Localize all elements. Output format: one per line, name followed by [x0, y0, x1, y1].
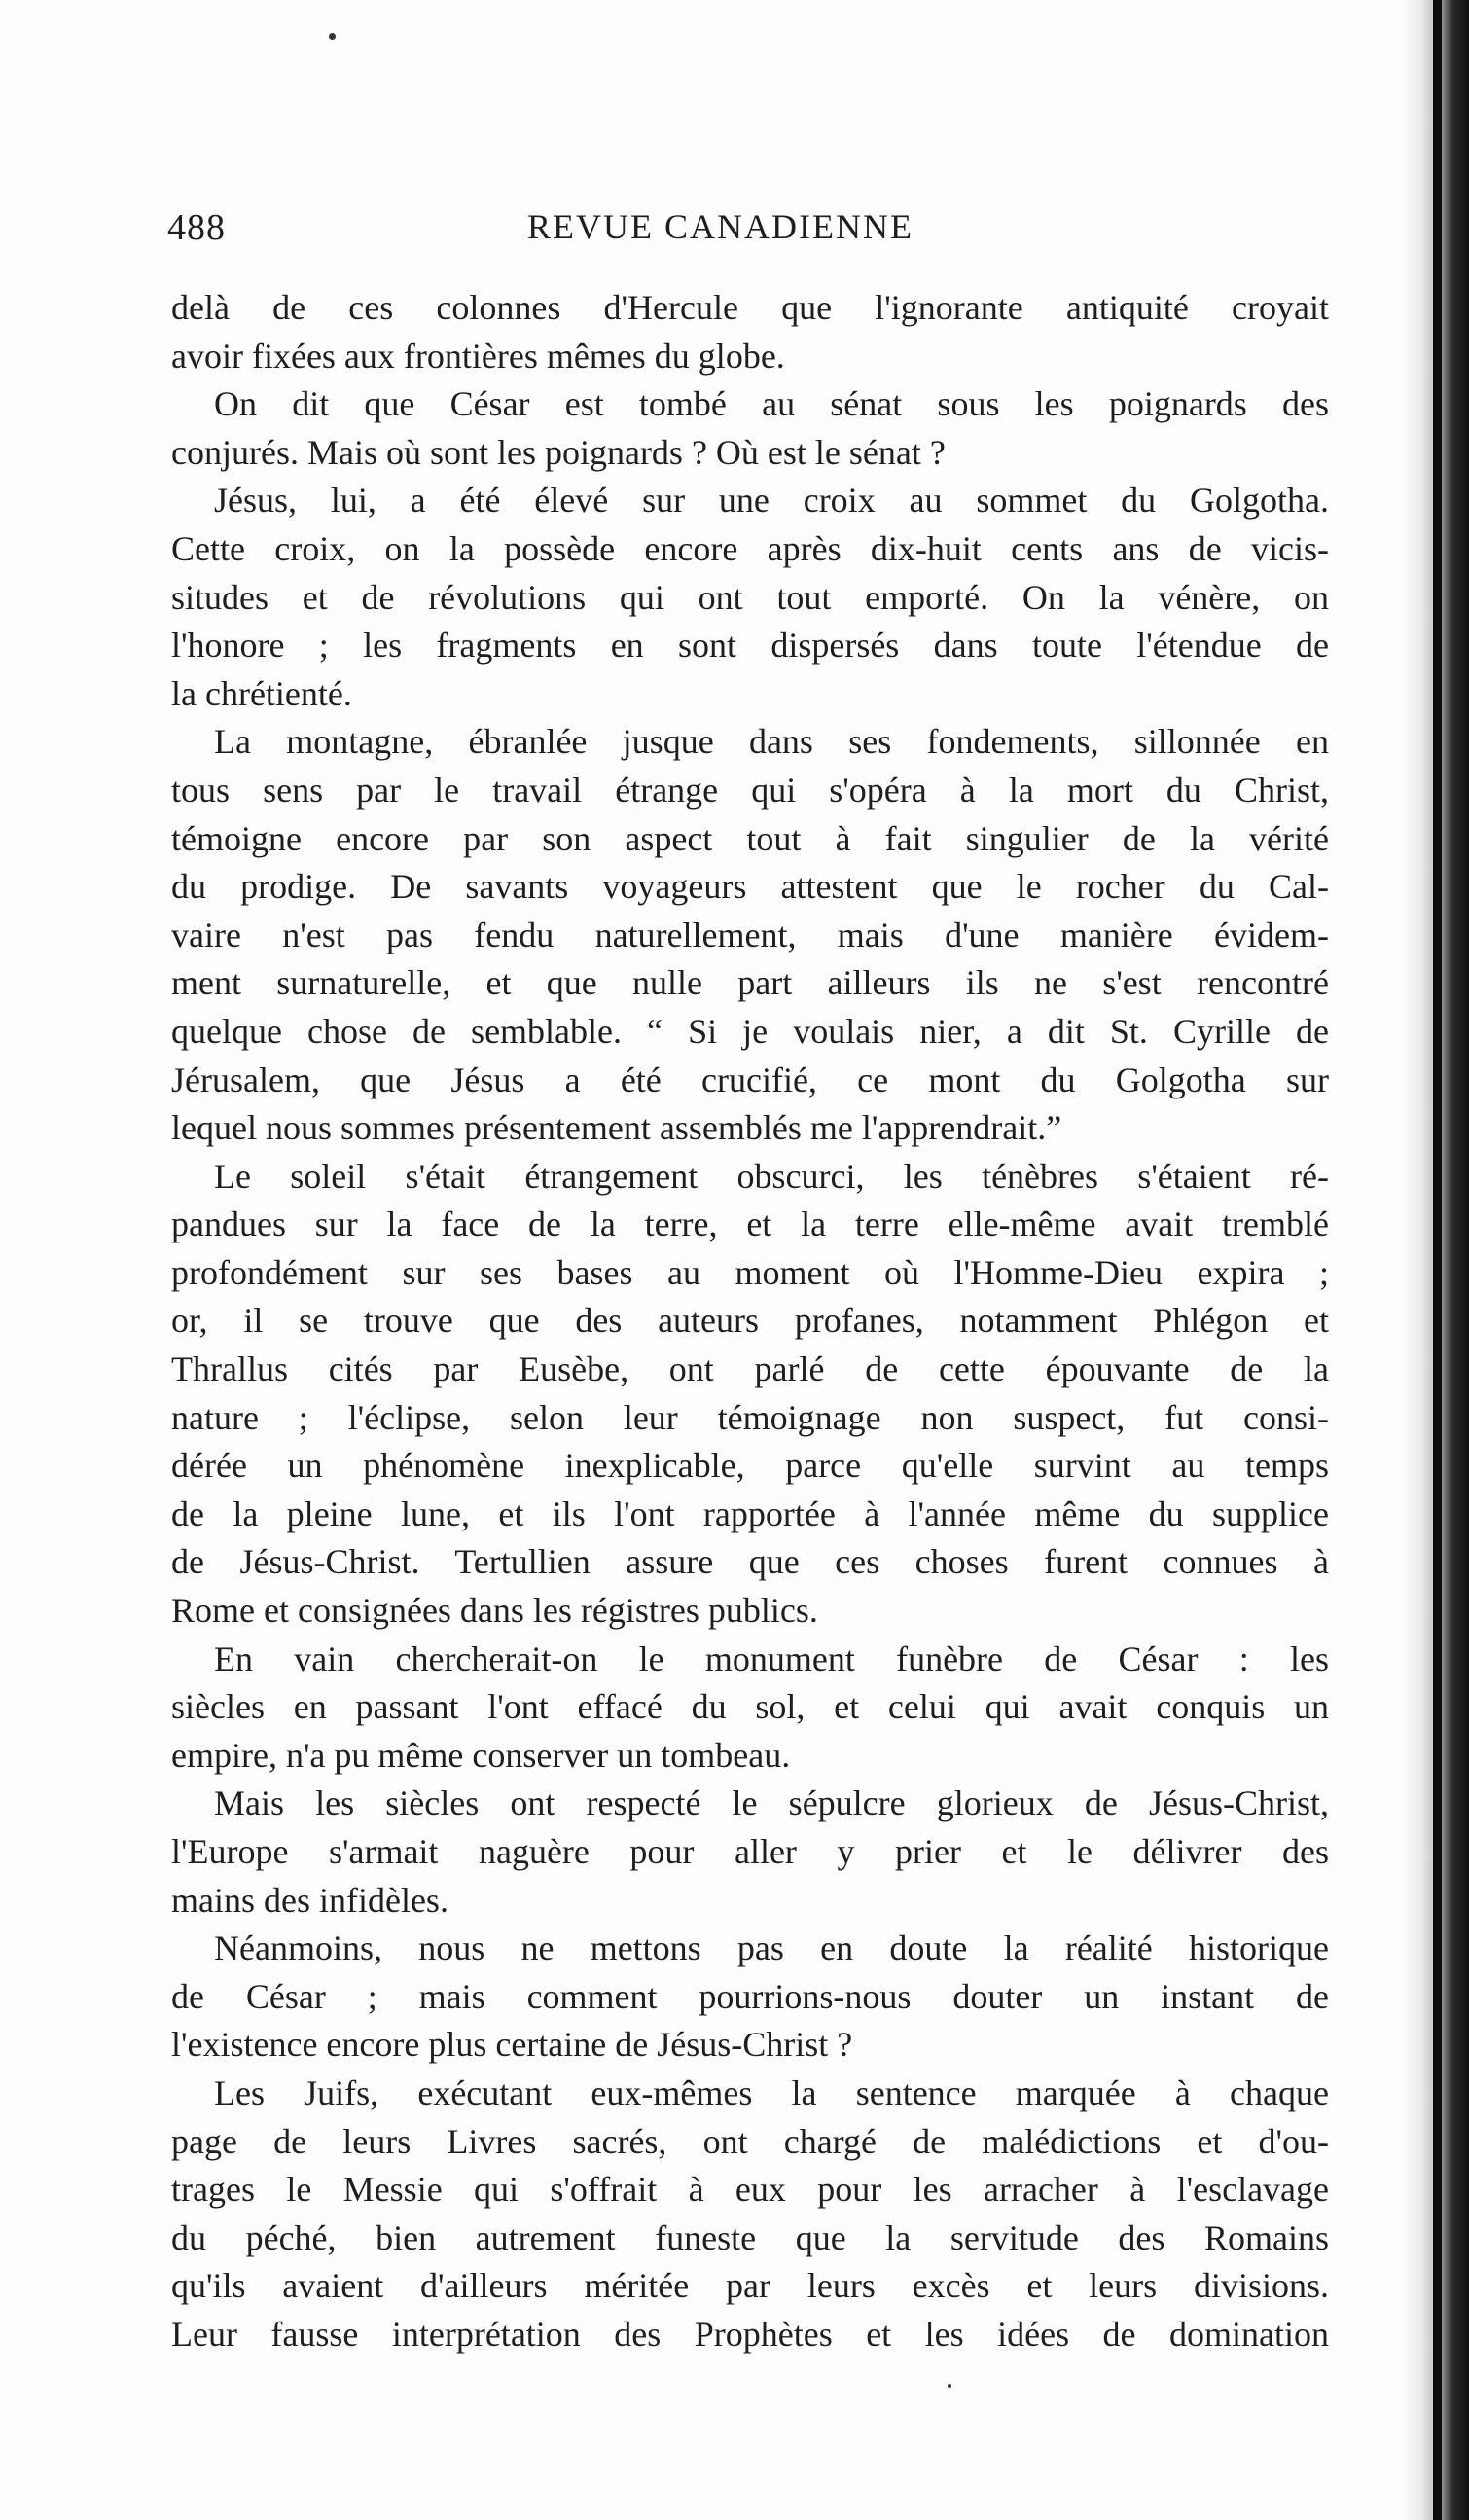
text-line: La montagne, ébranlée jusque dans ses fondements, sillonnée en — [214, 722, 1329, 762]
text-line: situdes et de révolutions qui ont tout emporté. On la vénère, on — [171, 577, 1329, 617]
text-line: siècles en passant l'ont effacé du sol, et celui qui avait conquis un — [171, 1687, 1329, 1727]
text-line: de la pleine lune, et ils l'ont rapportée à l'année même du supplice — [171, 1494, 1329, 1533]
text-line: de Jésus-Christ. Tertullien assure que ces choses furent connues à — [171, 1542, 1329, 1582]
text-line: empire, n'a pu même conserver un tombeau. — [171, 1735, 791, 1775]
text-line: vaire n'est pas fendu naturellement, mais d'une manière évidem- — [171, 915, 1329, 954]
ink-speck — [948, 2384, 951, 2388]
text-line: quelque chose de semblable. “ Si je voulais nier, a dit St. Cyrille de — [171, 1011, 1329, 1051]
body-text — [171, 284, 1329, 2359]
text-line: l'existence encore plus certaine de Jésus-Christ ? — [171, 2025, 853, 2065]
text-line: Cette croix, on la possède encore après dix-huit cents ans de vicis- — [171, 528, 1329, 568]
text-line: avoir fixées aux frontières mêmes du globe. — [171, 336, 785, 376]
text-line: or, il se trouve que des auteurs profanes, notamment Phlégon et — [171, 1301, 1329, 1341]
text-line: Jésus, lui, a été élevé sur une croix au sommet du Golgotha. — [214, 481, 1329, 521]
text-line: Néanmoins, nous ne mettons pas en doute la réalité historique — [214, 1928, 1329, 1968]
text-line: la chrétienté. — [171, 673, 352, 713]
page-header — [167, 206, 1150, 255]
text-line: En vain chercherait-on le monument funèbre de César : les — [214, 1638, 1329, 1678]
text-line: Les Juifs, exécutant eux-mêmes la sentence marquée à chaque — [214, 2072, 1329, 2112]
text-line: pandues sur la face de la terre, et la terre elle-même avait tremblé — [171, 1205, 1329, 1244]
binding-edge — [1433, 0, 1442, 2520]
text-line: de César ; mais comment pourrions-nous douter un instant de — [171, 1976, 1329, 2016]
text-line: conjurés. Mais où sont les poignards ? Où est le sénat ? — [171, 432, 946, 472]
text-line: Rome et consignées dans les régistres publics. — [171, 1591, 818, 1631]
text-line: Mais les siècles ont respecté le sépulcre glorieux de Jésus-Christ, — [214, 1783, 1329, 1823]
text-line: Le soleil s'était étrangement obscurci, les ténèbres s'étaient ré- — [214, 1156, 1329, 1196]
text-line: page de leurs Livres sacrés, ont chargé de malédictions et d'ou- — [171, 2121, 1329, 2161]
text-line: dérée un phénomène inexplicable, parce qu'elle survint au temps — [171, 1446, 1329, 1486]
text-line: ment surnaturelle, et que nulle part ailleurs ils ne s'est rencontré — [171, 963, 1329, 1003]
text-line: du péché, bien autrement funeste que la servitude des Romains — [171, 2217, 1329, 2257]
text-line: lequel nous sommes présentement assemblés me l'apprendrait.” — [171, 1108, 1062, 1148]
text-line: Jérusalem, que Jésus a été crucifié, ce mont du Golgotha sur — [171, 1060, 1329, 1099]
ink-speck — [329, 33, 336, 40]
running-head: REVUE CANADIENNE — [527, 207, 914, 246]
text-line: profondément sur ses bases au moment où l'Homme-Dieu expira ; — [171, 1252, 1329, 1292]
text-line: delà de ces colonnes d'Hercule que l'ignorante antiquité croyait — [171, 288, 1329, 327]
text-line: l'honore ; les fragments en sont dispersés dans toute l'étendue de — [171, 626, 1329, 666]
text-line: mains des infidèles. — [171, 1880, 448, 1920]
text-line: Leur fausse interprétation des Prophètes et les idées de domination — [171, 2314, 1329, 2354]
text-line: nature ; l'éclipse, selon leur témoignage non suspect, fut consi- — [171, 1397, 1329, 1437]
page-number: 488 — [167, 207, 226, 248]
text-line: l'Europe s'armait naguère pour aller y prier et le délivrer des — [171, 1832, 1329, 1871]
text-line: Thrallus cités par Eusèbe, ont parlé de cette épouvante de la — [171, 1350, 1329, 1389]
text-line: trages le Messie qui s'offrait à eux pour les arracher à l'esclavage — [171, 2170, 1329, 2210]
text-line: témoigne encore par son aspect tout à fait singulier de la vérité — [171, 818, 1329, 858]
text-line: On dit que César est tombé au sénat sous les poignards des — [214, 384, 1329, 424]
text-line: du prodige. De savants voyageurs attestent que le rocher du Cal- — [171, 867, 1329, 907]
text-line: qu'ils avaient d'ailleurs méritée par leurs excès et leurs divisions. — [171, 2266, 1329, 2306]
text-line: tous sens par le travail étrange qui s'opéra à la mort du Christ, — [171, 770, 1329, 810]
